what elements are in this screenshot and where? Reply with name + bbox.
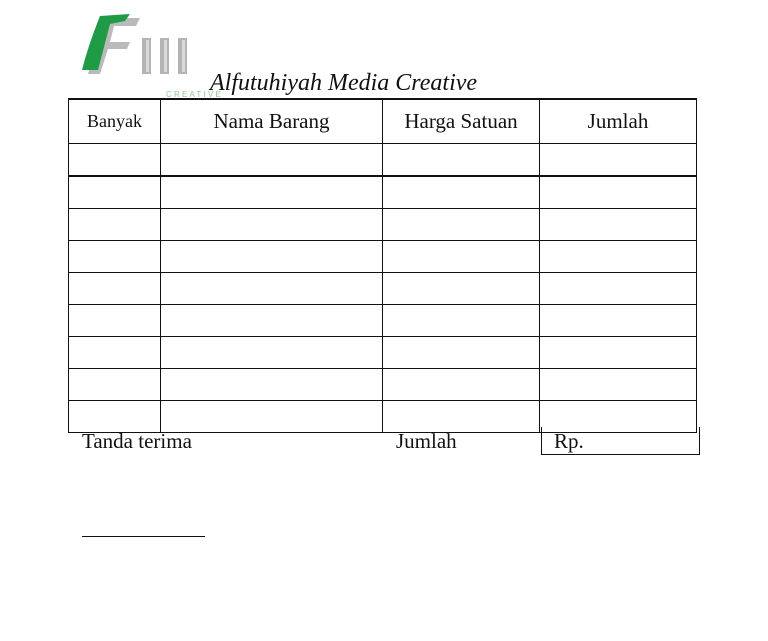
- receipt-table: [68, 98, 697, 433]
- column-header-jumlah: Jumlah: [540, 99, 697, 144]
- cell-banyak: [69, 305, 161, 337]
- cell-nama-barang: [161, 305, 383, 337]
- total-amount-box: [541, 427, 700, 455]
- receipt-label: Tanda terima: [82, 429, 192, 453]
- table-row: [69, 144, 697, 177]
- cell-harga-satuan: [383, 273, 540, 305]
- company-logo: [80, 12, 224, 99]
- table-row: [69, 176, 697, 209]
- cell-banyak: [69, 369, 161, 401]
- cell-nama-barang: [161, 209, 383, 241]
- cell-banyak: [69, 273, 161, 305]
- table-row: [69, 209, 697, 241]
- cell-banyak: [69, 209, 161, 241]
- cell-jumlah: [540, 176, 697, 209]
- cell-harga-satuan: [383, 369, 540, 401]
- cell-jumlah: [540, 369, 697, 401]
- cell-harga-satuan: [383, 337, 540, 369]
- table-row: [69, 241, 697, 273]
- cell-jumlah: [540, 241, 697, 273]
- table-row: [69, 273, 697, 305]
- cell-nama-barang: [161, 401, 383, 433]
- column-header-banyak: Banyak: [69, 99, 161, 144]
- cell-banyak: [69, 401, 161, 433]
- cell-nama-barang: [161, 337, 383, 369]
- logo-subtext: CREATIVE: [166, 90, 224, 99]
- table-row: [69, 305, 697, 337]
- company-name: Alfutuhiyah Media Creative: [210, 70, 478, 96]
- cell-harga-satuan: [383, 144, 540, 177]
- cell-jumlah: [540, 209, 697, 241]
- column-header-nama-barang: Nama Barang: [161, 99, 383, 144]
- table-header-row: [69, 99, 697, 144]
- cell-banyak: [69, 144, 161, 177]
- table-row: [69, 369, 697, 401]
- currency-label: Rp.: [554, 429, 584, 453]
- cell-banyak: [69, 176, 161, 209]
- cell-harga-satuan: [383, 305, 540, 337]
- cell-jumlah: [540, 273, 697, 305]
- cell-nama-barang: [161, 273, 383, 305]
- cell-harga-satuan: [383, 241, 540, 273]
- cell-harga-satuan: [383, 209, 540, 241]
- cell-banyak: [69, 337, 161, 369]
- total-label: Jumlah: [396, 429, 457, 453]
- table-row: [69, 337, 697, 369]
- cell-nama-barang: [161, 241, 383, 273]
- cell-harga-satuan: [383, 176, 540, 209]
- cell-nama-barang: [161, 176, 383, 209]
- cell-jumlah: [540, 144, 697, 177]
- cell-nama-barang: [161, 144, 383, 177]
- cell-jumlah: [540, 337, 697, 369]
- column-header-harga-satuan: Harga Satuan: [383, 99, 540, 144]
- cell-harga-satuan: [383, 401, 540, 433]
- cell-banyak: [69, 241, 161, 273]
- cell-jumlah: [540, 305, 697, 337]
- cell-nama-barang: [161, 369, 383, 401]
- signature-line: [82, 536, 205, 537]
- logo-mark-icon: [80, 12, 202, 78]
